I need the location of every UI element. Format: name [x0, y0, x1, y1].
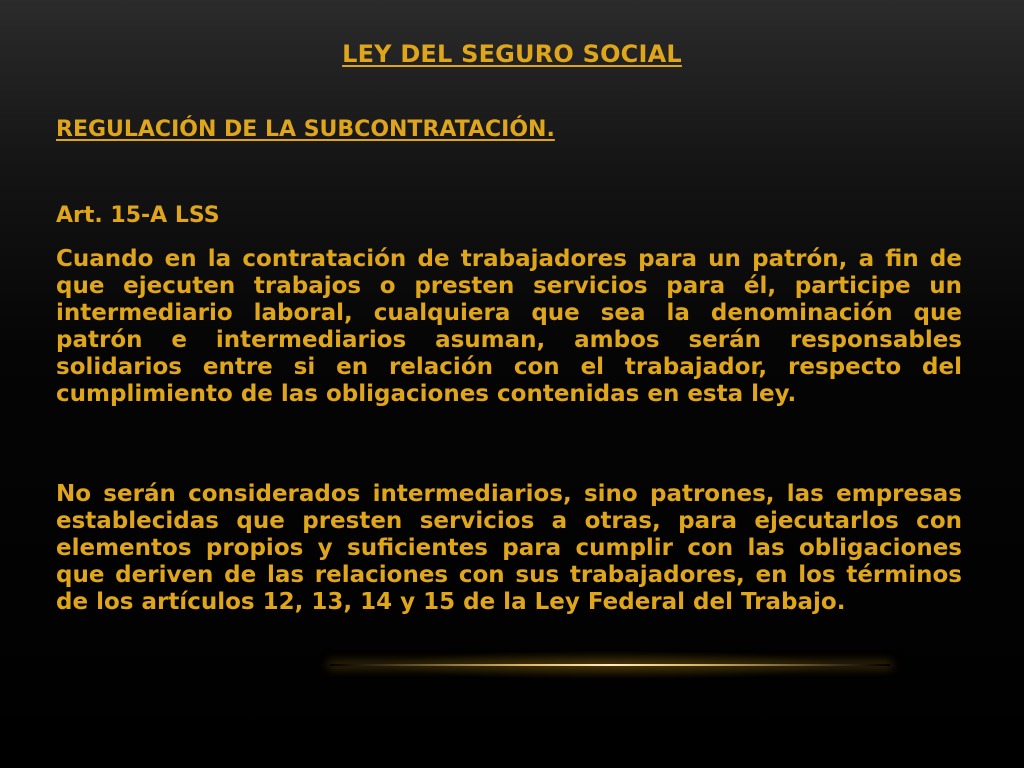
decorative-divider-line	[330, 664, 890, 666]
paragraph-2: No serán considerados intermediarios, sino patrones, las empresas establecidas que presten servicios a otras, para ejecutarlos con elementos propios y suficientes para cumplir con las obligaciones que deriven de las relaciones con sus trabajadores, en los términos de los artículos 12, 13, 14 y 15 de la Ley Federal del Trabajo.	[56, 481, 962, 615]
paragraph-1: Cuando en la contratación de trabajadores para un patrón, a fin de que ejecuten trabajos o presten servicios para él, participe un intermediario laboral, cualquiera que sea la denominación que patrón e intermediarios asuman, ambos serán responsables solidarios entre si en relación con el trabajador, respecto del cumplimiento de las obligaciones contenidas en esta ley.	[56, 246, 962, 407]
slide-title: LEY DEL SEGURO SOCIAL	[342, 40, 682, 68]
article-label: Art. 15-A LSS	[56, 203, 220, 228]
slide-subtitle: REGULACIÓN DE LA SUBCONTRATACIÓN.	[56, 117, 555, 142]
